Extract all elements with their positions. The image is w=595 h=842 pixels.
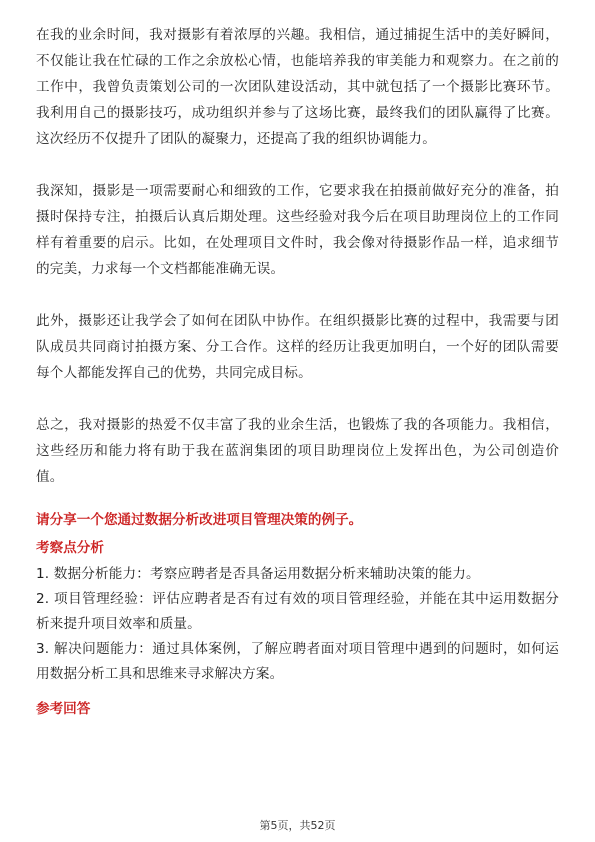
body-paragraph-3: 此外，摄影还让我学会了如何在团队中协作。在组织摄影比赛的过程中，我需要与团队成员共同商讨拍摄方案、分工合作。这样的经历让我更加明白，一个好的团队需要每个人都能发挥自己的优势，共同完成目标。 — [36, 313, 559, 381]
reference-answer-title: 参考回答 — [36, 701, 91, 717]
analysis-title: 考察点分析 — [36, 540, 104, 556]
interview-question: 请分享一个您通过数据分析改进项目管理决策的例子。 — [36, 512, 363, 528]
analysis-item-2: 2. 项目管理经验：评估应聘者是否有过有效的项目管理经验，并能在其中运用数据分析来提升项目效率和质量。 — [36, 591, 559, 632]
analysis-list — [36, 562, 559, 687]
body-paragraph-4: 总之，我对摄影的热爱不仅丰富了我的业余生活，也锻炼了我的各项能力。我相信，这些经历和能力将有助于我在蓝润集团的项目助理岗位上发挥出色，为公司创造价值。 — [36, 417, 559, 485]
analysis-item-3: 3. 解决问题能力：通过具体案例，了解应聘者面对项目管理中遇到的问题时，如何运用数据分析工具和思维来寻求解决方案。 — [36, 641, 559, 682]
body-paragraph-2: 我深知，摄影是一项需要耐心和细致的工作，它要求我在拍摄前做好充分的准备，拍摄时保持专注，拍摄后认真后期处理。这些经验对我今后在项目助理岗位上的工作同样有着重要的启示。比如，在处理项目文件时，我会像对待摄影作品一样，追求细节的完美，力求每一个文档都能准确无误。 — [36, 183, 559, 277]
analysis-item-1: 1. 数据分析能力：考察应聘者是否具备运用数据分析来辅助决策的能力。 — [36, 566, 480, 582]
body-paragraph-1: 在我的业余时间，我对摄影有着浓厚的兴趣。我相信，通过捕捉生活中的美好瞬间，不仅能让我在忙碌的工作之余放松心情，也能培养我的审美能力和观察力。在之前的工作中，我曾负责策划公司的一次团队建设活动，其中就包括了一个摄影比赛环节。我利用自己的摄影技巧，成功组织并参与了这场比赛，最终我们的团队赢得了比赛。这次经历不仅提升了团队的凝聚力，还提高了我的组织协调能力。 — [36, 27, 559, 147]
page-number-footer: 第5页，共52页 — [259, 819, 336, 832]
